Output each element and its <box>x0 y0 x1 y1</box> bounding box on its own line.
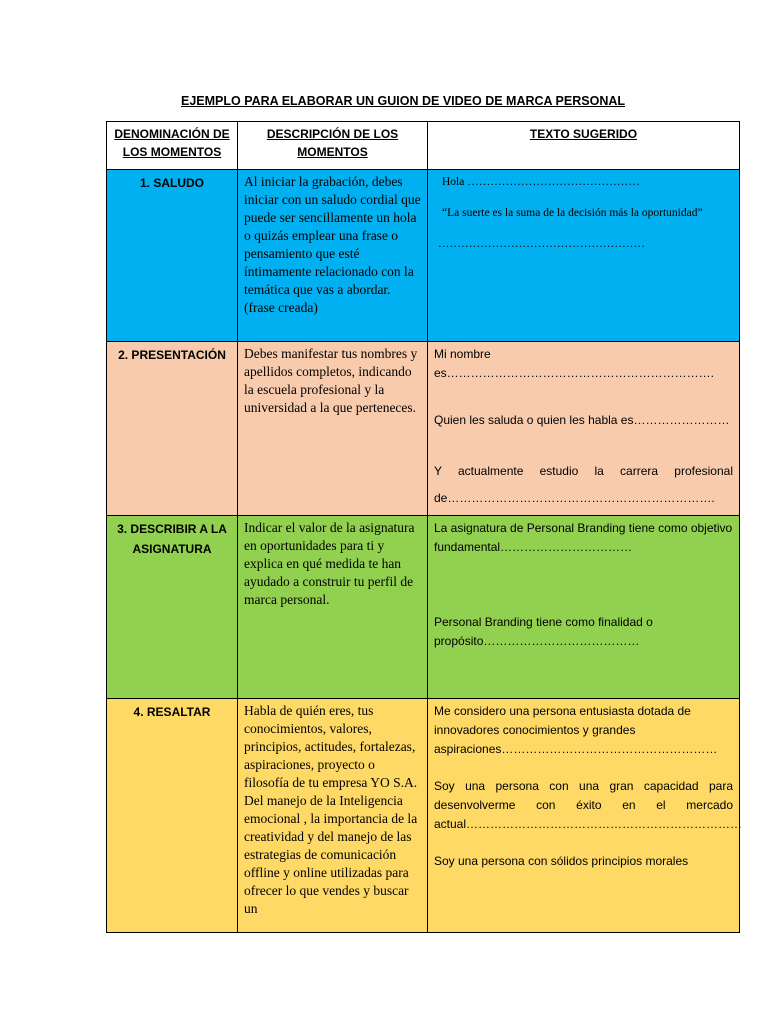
suggested-line: Hola ……………………………………… <box>442 176 640 188</box>
suggested-text <box>428 170 740 342</box>
suggested-text <box>428 699 743 933</box>
table-row-resaltar <box>107 699 740 933</box>
suggested-line: Soy una persona con sólidos principios morales <box>434 854 689 868</box>
guion-table <box>106 121 743 933</box>
document-title: EJEMPLO PARA ELABORAR UN GUION DE VIDEO DE MARCA PERSONAL <box>181 94 626 108</box>
suggested-line: Y actualmente estudio la carrera profesional de…………………………………………………………. <box>434 464 733 505</box>
table-row-describir <box>107 516 740 699</box>
table-header-row <box>107 122 740 170</box>
suggested-line: “La suerte es la suma de la decisión más la oportunidad” <box>442 207 703 219</box>
moment-description: Al iniciar la grabación, debes iniciar con un saludo cordial que puede ser sencillamente un hola o quizás emplear una frase o pensamiento que esté íntimamente relacionado con la temática que vas a abordar. (frase creada) <box>238 170 428 342</box>
header-denominacion: DENOMINACIÓN DE LOS MOMENTOS <box>107 122 238 170</box>
moment-description: Indicar el valor de la asignatura en oportunidades para ti y explica en qué medida te han ayudado a construir tu perfil de marca personal. <box>238 516 428 699</box>
suggested-line: La asignatura de Personal Branding tiene como objetivo fundamental…………………………… <box>434 521 733 554</box>
moment-name: 3. DESCRIBIR A LA ASIGNATURA <box>107 516 238 699</box>
header-texto-sugerido: TEXTO SUGERIDO <box>428 122 740 170</box>
table-row-presentacion <box>107 342 740 516</box>
suggested-text <box>428 342 740 516</box>
moment-description: Habla de quién eres, tus conocimientos, valores, principios, actitudes, fortalezas, aspiraciones, proyecto o filosofía de tu empresa YO S.A. Del manejo de la Inteligencia emocional , la importancia de la creatividad y del manejo de las estrategias de comunicación offline y online utilizadas para ofrecer lo que vendes y buscar un <box>238 699 428 933</box>
moment-description: Debes manifestar tus nombres y apellidos completos, indicando la escuela profesional y la universidad a la que perteneces. <box>238 342 428 516</box>
suggested-text <box>428 516 740 699</box>
moment-name: 4. RESALTAR <box>107 699 238 933</box>
table-row-saludo <box>107 170 740 342</box>
suggested-line: Quien les saluda o quien les habla es…………………… <box>434 413 730 427</box>
suggested-line: Personal Branding tiene como finalidad o propósito………………………………… <box>434 615 653 648</box>
suggested-line: Mi nombre es…………………………………………………………. <box>434 347 715 380</box>
suggested-line: Soy una persona con una gran capacidad para desenvolverme con éxito en el mercado actual…………………………………………………………… <box>434 779 743 831</box>
moment-name: 2. PRESENTACIÓN <box>107 342 238 516</box>
header-descripcion: DESCRIPCIÓN DE LOS MOMENTOS <box>238 122 428 170</box>
moment-name: 1. SALUDO <box>107 170 238 342</box>
suggested-line: ……………………………………………… <box>438 238 645 250</box>
suggested-line: Me considero una persona entusiasta dotada de innovadores conocimientos y grandes aspiraciones……………………………………………… <box>434 704 718 756</box>
